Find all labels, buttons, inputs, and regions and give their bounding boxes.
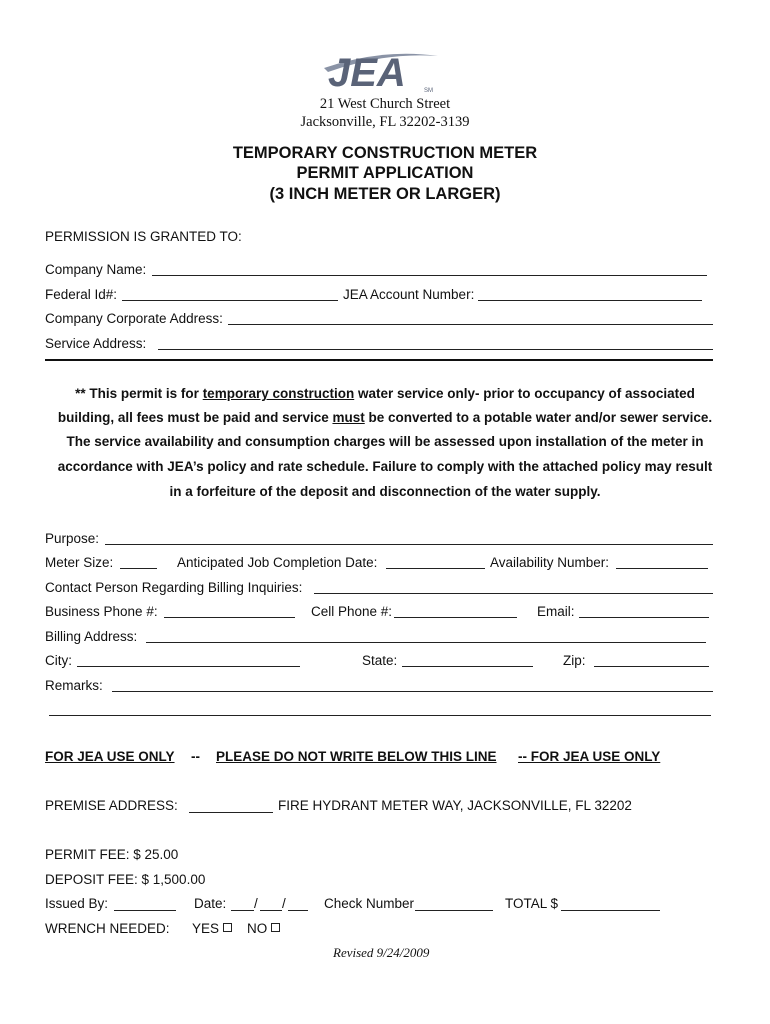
date-month-field[interactable] [231, 910, 254, 911]
availability-number-label: Availability Number: [490, 555, 610, 570]
jea-use-only-middle: PLEASE DO NOT WRITE BELOW THIS LINE [216, 749, 497, 764]
meter-size-label: Meter Size: [45, 555, 114, 570]
state-label: State: [362, 653, 398, 668]
email-field[interactable] [579, 617, 709, 618]
date-year-field[interactable] [288, 910, 308, 911]
contact-person-label: Contact Person Regarding Billing Inquiries: [45, 580, 303, 595]
company-name-label: Company Name: [45, 262, 147, 277]
date-day-field[interactable] [260, 910, 282, 911]
corporate-address-label: Company Corporate Address: [45, 311, 223, 326]
corporate-address-field[interactable] [228, 324, 713, 325]
title-line-3: (3 INCH METER OR LARGER) [269, 185, 501, 203]
purpose-field[interactable] [105, 544, 713, 545]
no-checkbox[interactable] [271, 923, 280, 932]
section-divider [45, 359, 713, 361]
wrench-needed-label: WRENCH NEEDED: [45, 921, 170, 936]
revised-date: Revised 9/24/2009 [333, 945, 430, 960]
notice-line-1: ** This permit is for temporary construction water service only- prior to occupancy of associated [75, 386, 695, 401]
business-phone-field[interactable] [164, 617, 295, 618]
jea-logo [322, 42, 440, 94]
notice-line-5: in a forfeiture of the deposit and disconnection of the water supply. [169, 484, 601, 499]
address-line-1: 21 West Church Street [319, 96, 451, 112]
title-line-1: TEMPORARY CONSTRUCTION METER [232, 144, 538, 162]
address-line-2: Jacksonville, FL 32202-3139 [300, 114, 470, 130]
cell-phone-label: Cell Phone #: [311, 604, 393, 619]
logo-mark: SM [424, 88, 433, 94]
federal-id-field[interactable] [122, 300, 338, 301]
remarks-label: Remarks: [45, 678, 103, 693]
zip-label: Zip: [563, 653, 586, 668]
check-number-field[interactable] [415, 910, 493, 911]
business-phone-label: Business Phone #: [45, 604, 158, 619]
federal-id-label: Federal Id#: [45, 287, 118, 302]
logo-text: JEA [328, 51, 406, 94]
issued-by-field[interactable] [114, 910, 176, 911]
jea-use-dash: -- [191, 749, 200, 764]
completion-date-field[interactable] [386, 568, 485, 569]
wrench-yes-option[interactable] [192, 921, 232, 936]
permit-fee: PERMIT FEE: $ 25.00 [45, 847, 179, 862]
jea-account-field[interactable] [478, 300, 702, 301]
jea-account-label: JEA Account Number: [343, 287, 475, 302]
completion-date-label: Anticipated Job Completion Date: [177, 555, 378, 570]
jea-use-only-left: FOR JEA USE ONLY [45, 749, 175, 764]
email-label: Email: [537, 604, 575, 619]
contact-person-field[interactable] [314, 593, 713, 594]
service-address-label: Service Address: [45, 336, 147, 351]
date-separator-1: / [254, 896, 258, 911]
total-field[interactable] [561, 910, 660, 911]
issued-by-label: Issued By: [45, 896, 109, 911]
no-label: NO [247, 921, 268, 936]
premise-address-label: PREMISE ADDRESS: [45, 798, 178, 813]
yes-label: YES [192, 921, 220, 936]
premise-address-value: FIRE HYDRANT METER WAY, JACKSONVILLE, FL 32202 [278, 798, 632, 813]
deposit-fee: DEPOSIT FEE: $ 1,500.00 [45, 872, 206, 887]
date-separator-2: / [282, 896, 286, 911]
total-label: TOTAL $ [505, 896, 559, 911]
availability-number-field[interactable] [616, 568, 708, 569]
meter-size-field[interactable] [120, 568, 157, 569]
premise-address-blank[interactable] [189, 812, 273, 813]
remarks-field[interactable] [112, 691, 713, 692]
title-line-2: PERMIT APPLICATION [296, 164, 474, 182]
cell-phone-field[interactable] [394, 617, 517, 618]
city-label: City: [45, 653, 72, 668]
permission-label: PERMISSION IS GRANTED TO: [45, 229, 242, 244]
notice-line-4: accordance with JEA’s policy and rate schedule. Failure to comply with the attached policy may result [57, 459, 713, 474]
billing-address-label: Billing Address: [45, 629, 138, 644]
service-address-field[interactable] [158, 349, 713, 350]
purpose-label: Purpose: [45, 531, 100, 546]
date-label: Date: [194, 896, 227, 911]
billing-address-field[interactable] [146, 642, 706, 643]
notice-line-2: building, all fees must be paid and service must be converted to a potable water and/or sewer service. [57, 410, 713, 425]
jea-use-only-right: -- FOR JEA USE ONLY [518, 749, 661, 764]
yes-checkbox[interactable] [223, 923, 232, 932]
city-field[interactable] [77, 666, 300, 667]
company-name-field[interactable] [152, 275, 707, 276]
check-number-label: Check Number [324, 896, 415, 911]
remarks-field-line-2[interactable] [49, 715, 711, 716]
zip-field[interactable] [594, 666, 709, 667]
state-field[interactable] [402, 666, 533, 667]
wrench-no-option[interactable] [247, 921, 280, 936]
notice-line-3: The service availability and consumption charges will be assessed upon installation of the meter in [66, 434, 704, 449]
